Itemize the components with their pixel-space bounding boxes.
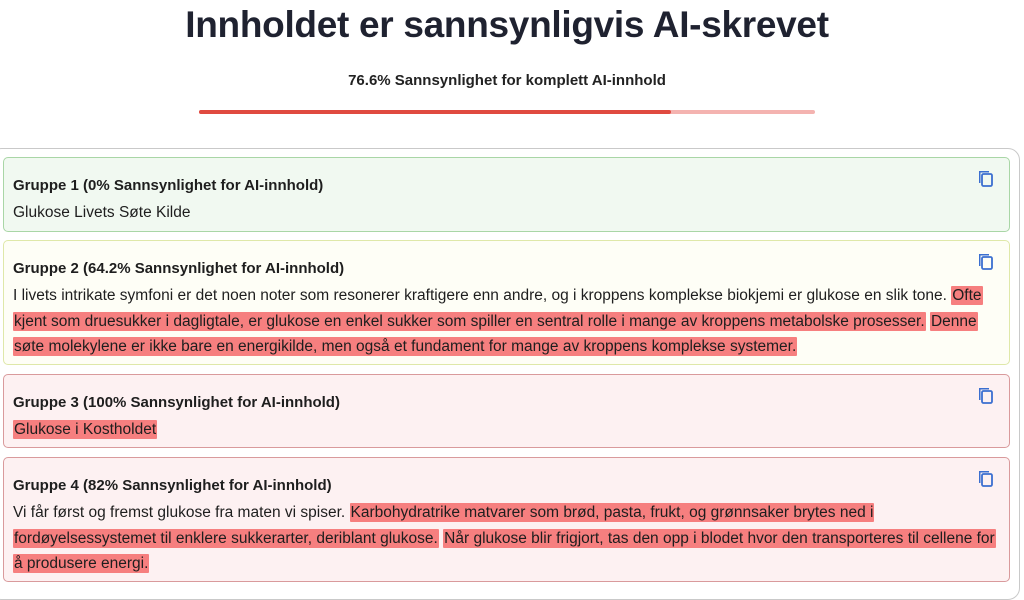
group-title: Gruppe 1 (0% Sannsynlighet for AI-innhold) — [13, 177, 324, 194]
group-title: Gruppe 3 (100% Sannsynlighet for AI-innhold) — [13, 394, 340, 411]
group-title: Gruppe 4 (82% Sannsynlighet for AI-innhold) — [13, 477, 332, 494]
text-segment: I livets intrikate symfoni er det noen noter som resonerer kraftigere enn andre, og i kroppens komplekse biokjemi er glukose en slik tone. — [13, 287, 947, 304]
copy-icon[interactable] — [976, 250, 994, 270]
copy-icon[interactable] — [976, 384, 994, 404]
ai-highlighted-segment: Glukose i Kostholdet — [14, 421, 157, 438]
group-card-2 — [3, 240, 1010, 365]
ai-highlighted-segment: Når glukose blir frigjort, tas den opp i blodet hvor den transporteres til cellene for å produsere energi. — [14, 529, 995, 572]
ai-highlighted-segment: Karbohydratrike matvarer som brød, pasta, frukt, og grønnsaker brytes ned i fordøyelsessystemet til enklere sukkerarter, deriblant glukose. — [14, 504, 874, 547]
ai-highlighted-segment: Ofte kjent som druesukker i dagligtale, er glukose en enkel sukker som spiller en sentral rolle i mange av kroppens metabolske prosesser. — [14, 287, 982, 330]
ai-highlighted-segment: Denne søte molekylene er ikke bare en energikilde, men også et fundament for mange av kroppens komplekse systemer. — [14, 312, 977, 355]
ai-probability-summary: 76.6% Sannsynlighet for komplett AI-innhold — [348, 72, 666, 89]
group-text — [13, 200, 1000, 226]
group-text — [13, 417, 1000, 443]
group-card-4 — [3, 457, 1010, 582]
group-text — [13, 500, 1000, 577]
ai-probability-bar — [199, 110, 815, 114]
copy-icon[interactable] — [976, 467, 994, 487]
page-title: Innholdet er sannsynligvis AI-skrevet — [185, 4, 829, 45]
text-segment: Vi får først og fremst glukose fra maten vi spiser. — [13, 504, 346, 521]
group-text — [13, 283, 1000, 360]
ai-probability-bar-fill — [199, 110, 671, 114]
text-segment: Glukose Livets Søte Kilde — [13, 204, 191, 221]
copy-icon[interactable] — [976, 167, 994, 187]
group-card-1 — [3, 157, 1010, 232]
group-card-3 — [3, 374, 1010, 448]
group-title: Gruppe 2 (64.2% Sannsynlighet for AI-innhold) — [13, 260, 345, 277]
